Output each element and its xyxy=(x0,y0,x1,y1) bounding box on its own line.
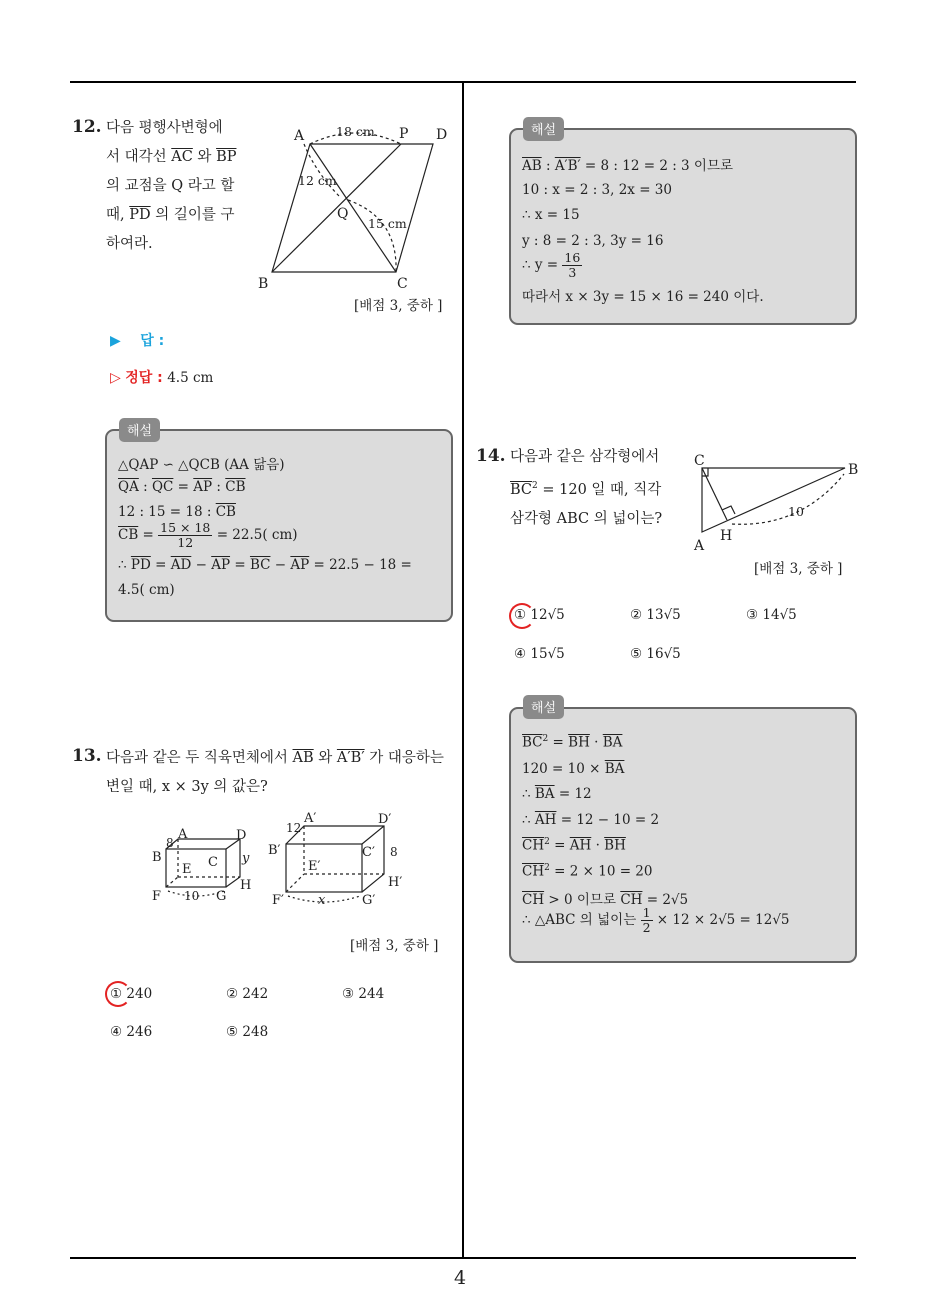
cuboid1-label-D: D xyxy=(236,828,247,843)
q13-number: 13. xyxy=(72,746,102,766)
sol12-line4: $\overline{CB}$ = $\frac{15 \times 18}{12}$ = 22.5( cm) xyxy=(118,520,298,550)
q12-label-P: P xyxy=(399,126,409,142)
cuboid1-label-E: E xyxy=(182,862,192,877)
cuboid2-label-8: 8 xyxy=(390,845,398,859)
sol12-line3: 12 : 15 = 18 : $\overline{CB}$ xyxy=(118,504,236,520)
q12-answer-row: ▶ 답 : xyxy=(110,333,165,349)
q14-text xyxy=(510,443,680,534)
q14-choice-4[interactable]: ④ 15√5 xyxy=(514,646,565,662)
cuboid1-label-8: 8 xyxy=(166,836,174,850)
cuboid1-label-y: y xyxy=(242,851,250,866)
sol13-line6: 따라서 x × 3y = 15 × 16 = 240 이다. xyxy=(522,289,764,305)
q12-line3: 의 교점을 Q 라고 할 xyxy=(106,178,235,194)
q12-len-ap: 18 cm xyxy=(336,124,375,139)
q13-text xyxy=(106,744,461,802)
q13-choice-4[interactable]: ④ 246 xyxy=(110,1024,153,1040)
sol14-line6: $\overline{CH}^2 = 2 \times 10 = 20$ xyxy=(522,863,653,880)
sol12-tag: 해설 xyxy=(119,418,160,442)
cuboid1-label-G: G xyxy=(216,889,227,904)
q13-choice-3[interactable]: ③ 244 xyxy=(342,986,385,1002)
bottom-rule xyxy=(70,1257,856,1259)
q14-score: [배점 3, 중하 ] xyxy=(754,561,843,577)
sol13-line3: ∴ x = 15 xyxy=(522,207,580,223)
q12-parallelogram-figure xyxy=(250,118,460,298)
cuboid1-label-C: C xyxy=(208,855,218,870)
q12-label-D: D xyxy=(436,127,448,143)
cuboid2-label-E: E′ xyxy=(308,859,321,874)
cuboid2-label-H: H′ xyxy=(388,875,403,890)
sol14-line8: ∴ △ABC 의 넓이는 $\frac{1}{2}$ × 12 × 2√5 = 12√5 xyxy=(522,905,790,935)
sol14-line2: $120 = 10 \times \overline{BA}$ xyxy=(522,761,625,777)
sol14-line4: ∴ $\overline{AH} = 12 - 10 = 2$ xyxy=(522,812,660,828)
q14-label-10: 10 xyxy=(788,504,804,519)
sol13-line4: y : 8 = 2 : 3, 3y = 16 xyxy=(522,233,664,249)
q12-line4: 때, $\overline{PD}$ 의 길이를 구 xyxy=(106,207,235,223)
q14-triangle-figure xyxy=(690,450,865,555)
q12-number: 12. xyxy=(72,117,102,137)
q13-score: [배점 3, 중하 ] xyxy=(350,938,439,954)
cuboid2-label-A: A′ xyxy=(304,811,317,826)
play-arrow-icon: ▶ xyxy=(110,333,121,349)
sol14-line3: ∴ $\overline{BA} = 12$ xyxy=(522,786,592,802)
q14-choice-3[interactable]: ③ 14√5 xyxy=(746,607,797,623)
q12-score: [배점 3, 중하 ] xyxy=(354,298,443,314)
q13-line1: 다음과 같은 두 직육면체에서 $\overline{AB}$ 와 A′B′ 가 대응하는 xyxy=(106,750,444,766)
column-divider xyxy=(462,83,464,1258)
cuboid2-label-F: F′ xyxy=(272,893,284,908)
q14-line1: 다음과 같은 삼각형에서 xyxy=(510,449,660,465)
cuboid2-label-12: 12 xyxy=(286,821,302,835)
q13-choice-2[interactable]: ② 242 xyxy=(226,986,269,1002)
q14-choice-1[interactable]: ① 12√5 xyxy=(514,607,565,623)
cuboid2-label-B: B′ xyxy=(268,843,281,858)
q14-choice-5[interactable]: ⑤ 16√5 xyxy=(630,646,681,662)
q14-number: 14. xyxy=(476,446,506,466)
sol14-tag: 해설 xyxy=(523,695,564,719)
cuboid2-label-D: D′ xyxy=(378,812,392,827)
q13-line2: 변일 때, x × 3y 의 값은? xyxy=(106,779,268,795)
sol13-tag: 해설 xyxy=(523,117,564,141)
sol14-line7: $\overline{CH} > 0$ 이므로 $\overline{CH} = 2√5$ xyxy=(522,892,689,908)
q14-line2: $\overline{BC}^2 = 120$ 일 때, 직각 xyxy=(510,481,662,498)
q12-label-C: C xyxy=(397,276,408,292)
cuboid1-label-F: F xyxy=(152,889,162,904)
sol14-line5: $\overline{CH}^2 = \overline{AH} \cdot \overline{BH}$ xyxy=(522,837,626,854)
q12-len-qc: 15 cm xyxy=(368,216,407,231)
sol12-line1: △QAP ∽ △QCB (AA 닮음) xyxy=(118,457,285,473)
q14-label-C: C xyxy=(694,453,705,469)
cuboid1-label-10: 10 xyxy=(184,889,200,903)
q13-cuboid-figure-1 xyxy=(148,825,263,910)
sol12-line5: ∴ $\overline{PD} = \overline{AD} - \overline{AP} = \overline{BC} - \overline{AP} = 22.5 - 18$ = xyxy=(118,557,412,573)
cuboid2-label-G: G′ xyxy=(362,893,376,908)
q13-choice-1[interactable]: ① 240 xyxy=(110,986,153,1002)
sol12-line2: $\overline{QA}$ : $\overline{QC} = \overline{AP}$ : $\overline{CB}$ xyxy=(118,479,246,495)
sol14-line1: $\overline{BC}^2 = \overline{BH} \cdot \overline{BA}$ xyxy=(522,734,623,751)
q12-line1: 다음 평행사변형에 xyxy=(106,120,223,136)
sol13-line2: 10 : x = 2 : 3, 2x = 30 xyxy=(522,182,672,198)
q13-choice-5[interactable]: ⑤ 248 xyxy=(226,1024,269,1040)
cuboid2-label-x: x xyxy=(318,893,326,908)
q12-label-B: B xyxy=(258,276,269,292)
q14-choice-2[interactable]: ② 13√5 xyxy=(630,607,681,623)
page-number: 4 xyxy=(454,1267,467,1289)
q12-line2: 서 대각선 $\overline{AC}$ 와 $\overline{BP}$ xyxy=(106,149,237,165)
q13-cuboid-figure-2 xyxy=(266,808,416,913)
q14-line3: 삼각형 ABC 의 넓이는? xyxy=(510,510,663,527)
q12-label-A: A xyxy=(294,128,305,144)
cuboid1-label-A: A xyxy=(178,827,188,842)
cuboid2-label-C: C′ xyxy=(362,845,375,860)
q14-label-H: H xyxy=(720,528,733,544)
q12-text xyxy=(106,114,256,259)
sol12-line6: 4.5( cm) xyxy=(118,582,175,598)
q12-len-aq: 12 cm xyxy=(298,173,337,188)
sol13-line1: $\overline{AB}$ : A′B′ = 8 : 12 = 2 : 3 이므로 xyxy=(522,158,734,174)
sol13-line5: ∴ y = $\frac{16}{3}$ xyxy=(522,250,581,280)
q12-line5: 하여라. xyxy=(106,236,153,252)
q14-label-A: A xyxy=(694,538,705,554)
q14-label-B: B xyxy=(848,462,859,478)
q12-label-Q: Q xyxy=(337,206,349,222)
outline-arrow-icon: ▷ xyxy=(110,370,121,386)
q12-correct-row: ▷ 정답 : 4.5 cm xyxy=(110,370,214,386)
cuboid1-label-H: H xyxy=(240,878,252,893)
cuboid1-label-B: B xyxy=(152,850,162,865)
